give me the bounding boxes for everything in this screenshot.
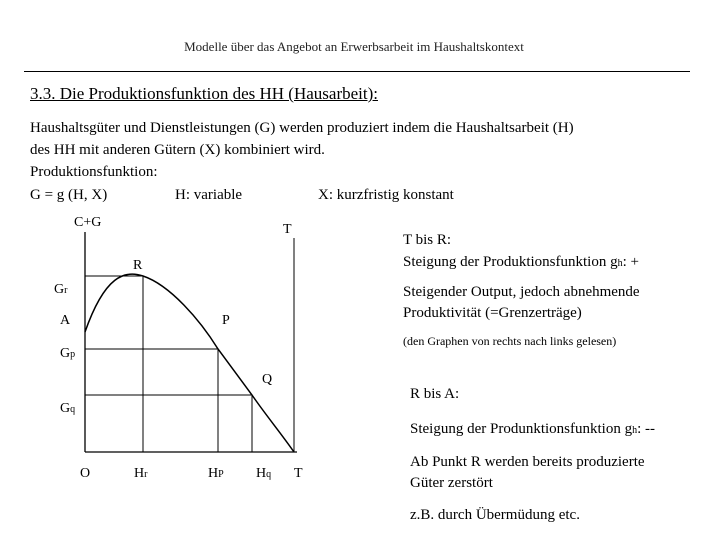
note-t-bis-r: T bis R: bbox=[403, 232, 452, 248]
note-graph-direction: (den Graphen von rechts nach links gelesen) bbox=[403, 334, 617, 348]
point-label-p: P bbox=[222, 313, 230, 328]
y-axis-label: C+G bbox=[74, 215, 102, 230]
x-tick-o: O bbox=[80, 466, 91, 481]
point-label-t: T bbox=[283, 222, 292, 237]
x-tick-t: T bbox=[294, 466, 303, 481]
note-beispiel: z.B. durch Übermüdung etc. bbox=[410, 507, 580, 523]
h-variable: H: variable bbox=[175, 187, 243, 203]
section-title: 3.3. Die Produktionsfunktion des HH (Hausarbeit): bbox=[30, 84, 378, 103]
y-tick-gp: Gp bbox=[60, 346, 76, 361]
note-r-bis-a: R bis A: bbox=[410, 386, 460, 402]
intro-line-3: Produktionsfunktion: bbox=[30, 164, 158, 180]
y-tick-gq: Gq bbox=[60, 401, 76, 416]
note-ab-punkt-1: Ab Punkt R werden bereits produzierte bbox=[410, 454, 645, 470]
intro-line-2: des HH mit anderen Gütern (X) kombiniert wird. bbox=[30, 142, 325, 158]
point-label-r: R bbox=[133, 258, 143, 273]
production-curve bbox=[85, 274, 294, 452]
x-tick-hq: Hq bbox=[256, 466, 272, 481]
point-label-q: Q bbox=[262, 372, 273, 387]
note-steigung-1: Steigung der Produktionsfunktion gh: + bbox=[403, 254, 639, 270]
y-tick-gr: Gr bbox=[54, 282, 68, 297]
formula: G = g (H, X) bbox=[30, 187, 108, 203]
note-output-2: Produktivität (=Grenzerträge) bbox=[403, 305, 582, 321]
x-tick-hp: HP bbox=[208, 466, 224, 481]
x-tick-hr: Hr bbox=[134, 466, 148, 481]
header-title: Modelle über das Angebot an Erwerbsarbeit im Haushaltskontext bbox=[184, 39, 524, 54]
intro-line-1: Haushaltsgüter und Dienstleistungen (G) werden produziert indem die Haushaltsarbeit (H) bbox=[30, 120, 574, 136]
note-output-1: Steigender Output, jedoch abnehmende bbox=[403, 284, 640, 300]
note-steigung-2: Steigung der Produnktionsfunktion gh: -- bbox=[410, 421, 655, 437]
y-tick-a: A bbox=[60, 313, 71, 328]
note-ab-punkt-2: Güter zerstört bbox=[410, 475, 493, 491]
x-constant: X: kurzfristig konstant bbox=[318, 187, 454, 203]
